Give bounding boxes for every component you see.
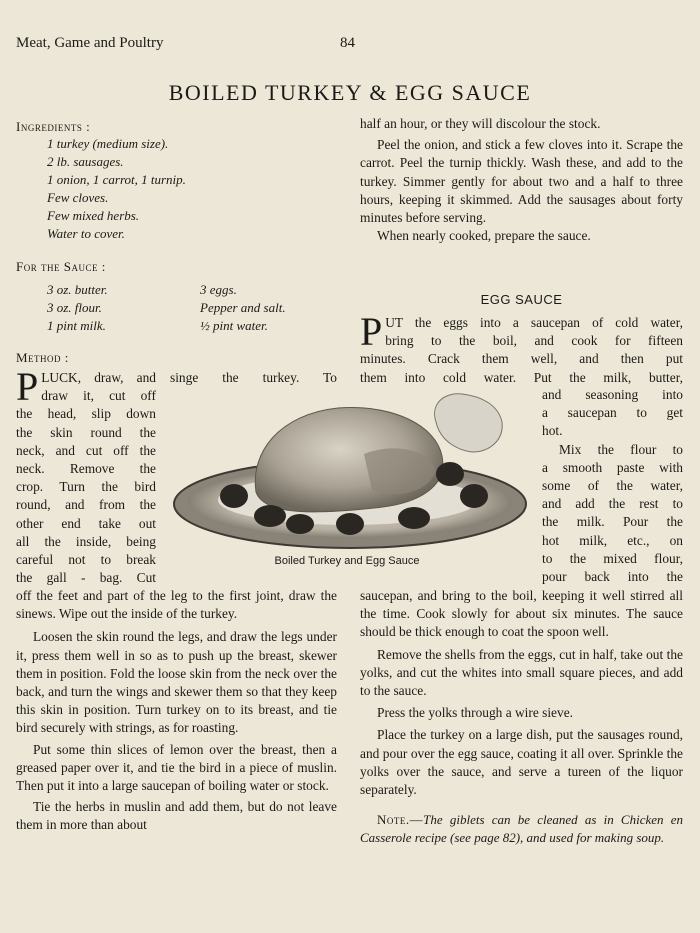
note: [360, 811, 683, 847]
paragraph: off the feet and part of the leg to the first joint, draw the sinews. Wipe out the inside of the turkey.: [16, 588, 337, 622]
drop-cap: P: [16, 364, 39, 409]
text-line: a smooth paste with: [542, 459, 683, 475]
ingredients-list: [47, 135, 186, 243]
sauce-item: Pepper and salt.: [200, 300, 286, 315]
ingredient-item: Water to cover.: [47, 226, 125, 241]
recipe-title: BOILED TURKEY & EGG SAUCE: [168, 80, 532, 105]
sauce-list-left: [47, 281, 108, 335]
text-line: the skin round the: [16, 424, 156, 440]
paragraph: half an hour, or they will discolour the stock.: [360, 116, 601, 131]
text-line: them into cold water. Put the milk, butter,: [360, 369, 683, 385]
turkey-photo: [168, 392, 534, 552]
text-line: draw it, cut off: [41, 388, 156, 404]
text-line: the head, slip down: [16, 406, 156, 422]
text-line: all the inside, being: [16, 533, 156, 549]
sauce-label: For the Sauce :: [16, 259, 106, 274]
text-line: neck, and cut off the: [16, 442, 156, 458]
method-wrap-tail: singe the turkey. To: [170, 370, 337, 385]
paragraph: Loosen the skin round the legs, and draw the legs under it, press them well in so as to push up the breast, skewer them in position. Fold the loose skin from the neck over the back, and turn the wings and skewer them so that they keep this skin in position. Turn turkey on to its breast, and tie bird securely with strings, as for roasting.: [16, 629, 337, 736]
paragraph: Press the yolks through a wire sieve.: [377, 705, 573, 721]
note-label: Note.—: [377, 812, 424, 828]
right-column-text: [360, 115, 683, 245]
method-body: [16, 587, 337, 835]
text-line: a saucepan to get: [542, 405, 683, 421]
text-line: UT the eggs into a saucepan of cold water,: [385, 315, 683, 330]
text-line: bring to the boil, and cook for fifteen: [385, 333, 683, 349]
egg-sauce-heading: EGG SAUCE: [480, 292, 563, 307]
text-line: and add the rest to: [542, 496, 683, 512]
text-line: pour back into the: [542, 569, 683, 585]
text-line: careful not to break: [16, 552, 156, 568]
ingredient-item: 2 lb. sausages.: [47, 154, 124, 169]
page-number: 84: [340, 35, 355, 51]
text-line: minutes. Crack them well, and then put: [360, 351, 683, 367]
ingredients-label: Ingredients :: [16, 119, 91, 134]
text-line: hot.: [542, 423, 563, 439]
egg-sauce-intro: [360, 309, 683, 387]
sauce-item: 3 oz. butter.: [47, 282, 108, 297]
paragraph: saucepan, and bring to the boil, keeping it well stirred all the time. Cook slowly for about six minutes. The sauce should be thick enough to coat the spoon well.: [360, 588, 683, 640]
text-line: hot milk, etc., on: [542, 532, 683, 548]
paragraph: Place the turkey on a large dish, put the sausages round, and pour over the egg sauce, coating it all over. Sprinkle the yolks over the sauce, and serve a tureen of the liquor separately.: [360, 727, 683, 798]
text-line: other end take out: [16, 515, 156, 531]
text-line: LUCK, draw, and: [41, 370, 156, 385]
sauce-item: 1 pint milk.: [47, 318, 106, 333]
running-title: Meat, Game and Poultry: [16, 35, 164, 51]
sauce-item: 3 oz. flour.: [47, 300, 102, 315]
text-line: and seasoning into: [542, 387, 683, 402]
text-line: to the mixed flour,: [542, 550, 683, 566]
photo-caption: Boiled Turkey and Egg Sauce: [274, 555, 420, 567]
text-line: Mix the flour to: [559, 441, 683, 457]
paragraph: Peel the onion, and stick a few cloves into it. Scrape the carrot. Peel the turnip thickly. Wash these, and add to the turkey. Simmer gently for about two and a half to three hours, keeping it skimmed. Add the sausages about forty minutes before serving.: [360, 137, 683, 226]
text-line: crop. Turn the bird: [16, 479, 156, 495]
paragraph: Remove the shells from the eggs, cut in half, take out the yolks, and cut the whites into small square pieces, and add to the sauce.: [360, 646, 683, 699]
drop-cap: P: [360, 309, 383, 354]
paragraph: When nearly cooked, prepare the sauce.: [377, 228, 591, 244]
text-line: neck. Remove the: [16, 461, 156, 477]
text-line: the gall - bag. Cut: [16, 570, 156, 586]
text-line: some of the water,: [542, 478, 683, 494]
egg-sauce-wrap-block: [542, 386, 683, 586]
sauce-item: 3 eggs.: [200, 282, 237, 297]
sauce-item: ½ pint water.: [200, 318, 268, 333]
sauce-list-right: [200, 281, 286, 335]
ingredient-item: 1 turkey (medium size).: [47, 136, 169, 151]
text-line: the milk. Pour the: [542, 514, 683, 530]
note-text: The giblets can be cleaned as in Chicken en Casserole recipe (see page 82), and used for making soup.: [360, 812, 683, 846]
ingredient-item: Few cloves.: [47, 190, 109, 205]
ingredient-item: Few mixed herbs.: [47, 208, 140, 223]
lemon-garnish: [435, 394, 503, 452]
paragraph: Put some thin slices of lemon over the breast, then a greased paper over it, and tie the bird in a piece of muslin. Then put it into a large saucepan of boiling water or stock.: [16, 741, 337, 794]
text-line: round, and from the: [16, 497, 156, 513]
method-label: Method :: [16, 350, 69, 365]
egg-sauce-body: [360, 587, 683, 847]
paragraph: Tie the herbs in muslin and add them, but do not leave them in more than about: [16, 799, 337, 833]
ingredient-item: 1 onion, 1 carrot, 1 turnip.: [47, 172, 186, 187]
method-wrap-block: [16, 364, 156, 587]
